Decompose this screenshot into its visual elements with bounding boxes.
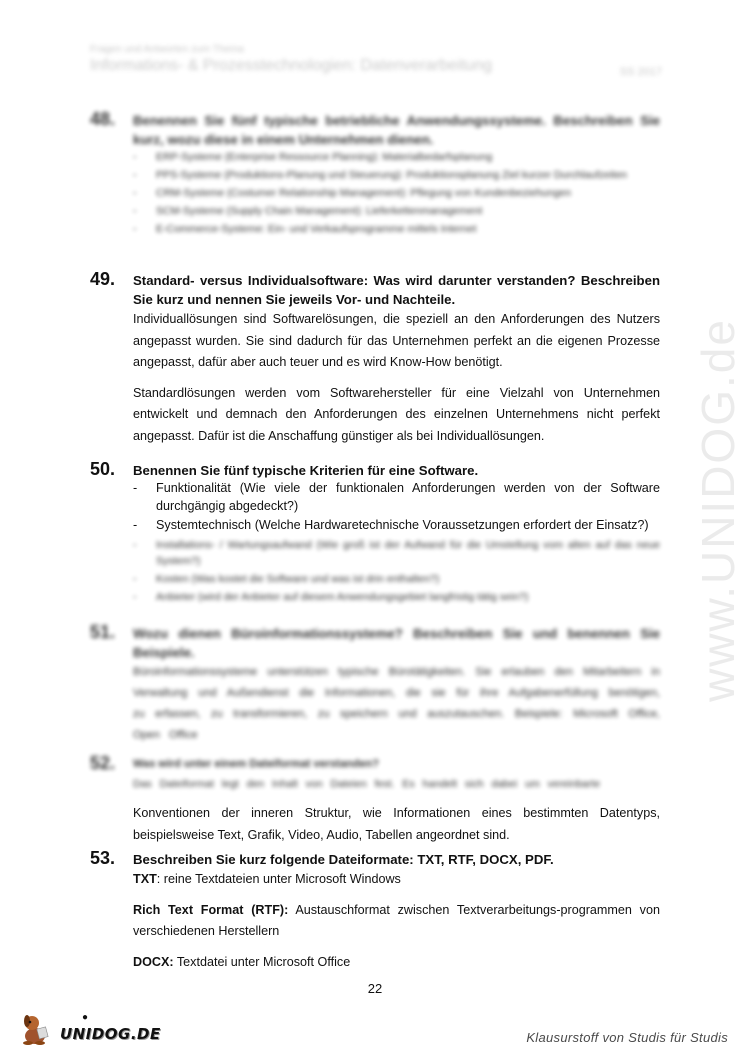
- list-item: - Anbieter (wird der Anbieter auf diesem Anwendungsgebiet langfristig tätig sein?): [133, 590, 529, 603]
- watermark: [688, 280, 748, 740]
- answer-paragraph: Konventionen der inneren Struktur, wie Informationen eines bestimmten Datentyps, beispielsweise Text, Grafik, Video, Audio, Tabellen angeordnet sind.: [133, 806, 660, 842]
- question-text: Standard- versus Individualsoftware: Was wird darunter verstanden? Beschreiben Sie kurz und nennen Sie jeweils Vor- und Nachteile.: [133, 273, 660, 307]
- question-text: Benennen Sie fünf typische Kriterien für eine Software.: [133, 463, 479, 478]
- list-item: - Installations- / Wartungsaufwand (Wie groß ist der Aufwand für die Umstellung vom alten auf das neue System?): [133, 538, 660, 567]
- question-text: Beschreiben Sie kurz folgende Dateiformate: TXT, RTF, DOCX, PDF.: [133, 852, 554, 867]
- answer-list: [133, 480, 660, 535]
- list-item: - Systemtechnisch (Welche Hardwaretechnische Voraussetzungen erfordert der Einsatz?): [133, 518, 649, 532]
- header-title: Informations- & Prozesstechnologien: Datenverarbeitung: [90, 57, 492, 74]
- list-item: - Funktionalität (Wie viele der funktionalen Anforderungen werden von der Software durchgängig abgedeckt?): [133, 481, 660, 513]
- answer-paragraph: Büroinformationssysteme unterstützen typische Bürotätigkeiten. Sie erlauben den Mitarbeitern in Verwaltung und Außendienst die Informationen, die sie für ihre Aufgabenerfüllung benötigen, zu erfassen, zu transformieren, zu speichern und auszutauschen. Beispiele: Microsoft Office, Open Office: [133, 666, 660, 741]
- answer-list-blurred: [133, 537, 660, 605]
- footer-tagline: Klausurstoff von Studis für Studis: [526, 1030, 728, 1045]
- list-item: - PPS-Systeme (Produktions-Planung und Steuerung): Produktionsplanung Ziel kurzer Durchlaufzeiten: [133, 169, 628, 181]
- question-48: [90, 111, 660, 239]
- header-term: SS 2017: [619, 66, 662, 78]
- list-item: - SCM-Systeme (Supply Chain Management): Lieferkettenmanagement: [133, 205, 483, 217]
- answer-paragraph: Standardlösungen werden vom Softwarehersteller für eine Vielzahl von Unternehmen entwickelt und demnach den Anforderungen des einzelnen Unternehmens nicht perfekt angepasst. Dafür ist die Anschaffung günstiger als bei Individuallösungen.: [133, 385, 660, 443]
- answer-paragraph: Individuallösungen sind Softwarelösungen, die speziell an den Anforderungen des Nutzers angepasst wurden. Sie sind dadurch für das Unternehmen perfekt an die eigenen Prozesse angepasst, dafür aber auch teuer und es wird Know-How benötigt.: [133, 312, 660, 369]
- format-item-txt: TXT: reine Textdateien unter Microsoft Windows: [133, 872, 401, 886]
- list-item: - Kosten (Was kostet die Software und was ist drin enthalten?): [133, 572, 440, 585]
- page-number: 22: [367, 981, 383, 996]
- header-subtitle: Fragen und Antworten zum Thema: [90, 44, 244, 55]
- question-53: [90, 850, 660, 973]
- page-header: [90, 44, 662, 78]
- question-number: 52.: [90, 753, 116, 773]
- watermark-text: www.UNIDOG.de: [692, 318, 745, 702]
- dog-mascot-icon: [20, 1012, 54, 1046]
- format-item-docx: DOCX: Textdatei unter Microsoft Office: [133, 954, 351, 969]
- unidog-logo: [20, 1012, 161, 1046]
- question-text: Was wird unter einem Dateiformat verstanden?: [133, 758, 379, 770]
- question-number: 51.: [90, 622, 116, 642]
- question-number: 49.: [90, 269, 116, 289]
- list-item: - E-Commerce-Systeme: Ein- und Verkaufsprogramme mittels Internet: [133, 223, 477, 235]
- list-item: - CRM-Systeme (Costumer Relationship Management): Pflegung von Kundenbeziehungen: [133, 187, 571, 199]
- question-number: 53.: [90, 848, 116, 868]
- question-text: Wozu dienen Büroinformationssysteme? Beschreiben Sie und benennen Sie Beispiele.: [133, 626, 660, 660]
- question-50: [90, 461, 660, 607]
- question-number: 50.: [90, 459, 116, 479]
- format-item-rtf: Rich Text Format (RTF): Austauschformat zwischen Textverarbeitungs-programmen von verschiedenen Herstellern: [133, 902, 660, 938]
- answer-list: [133, 149, 660, 237]
- question-52: [90, 755, 660, 846]
- logo-text: UNIDOG.DE: [60, 1025, 161, 1043]
- question-51: [90, 624, 660, 746]
- question-number: 48.: [90, 109, 116, 129]
- question-text: Benennen Sie fünf typische betriebliche Anwendungssysteme. Beschreiben Sie kurz, wozu diese in einem Unternehmen dienen.: [133, 113, 660, 147]
- paw-icon: ●: [82, 1012, 89, 1023]
- answer-blurred-line: Das Dateiformat legt den Inhalt von Dateien fest. Es handelt sich dabei um vereinbarte: [133, 778, 601, 790]
- list-item: - ERP-Systeme (Enterprise Ressource Planning): Materialbedarfsplanung: [133, 151, 493, 163]
- question-49: [90, 271, 660, 447]
